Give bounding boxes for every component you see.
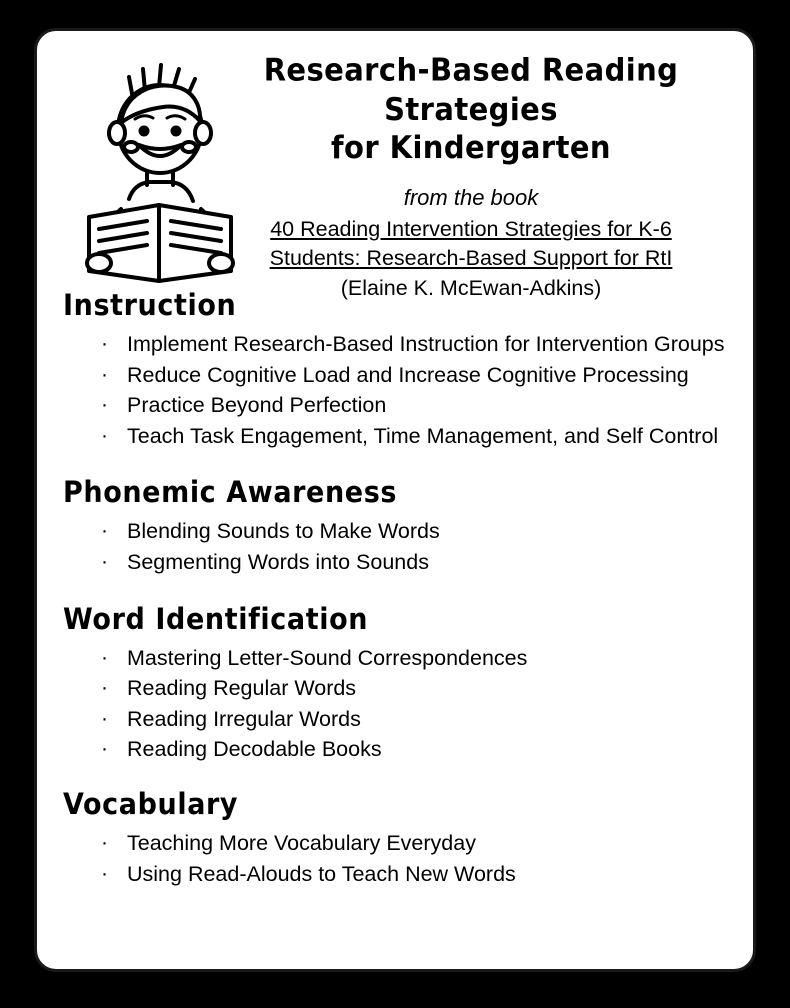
list-item-label: Reduce Cognitive Load and Increase Cognitive Processing bbox=[127, 362, 689, 387]
book-title bbox=[197, 215, 745, 273]
section-vocabulary bbox=[63, 788, 727, 888]
section-heading: Vocabulary bbox=[63, 787, 239, 822]
book-title-line-1: 40 Reading Intervention Strategies for K-6 bbox=[270, 216, 672, 241]
bullet-icon: · bbox=[101, 861, 108, 885]
list-item-label: Reading Irregular Words bbox=[127, 706, 361, 731]
list-item-label: Blending Sounds to Make Words bbox=[127, 519, 440, 544]
book-title-line-2: Students: Research-Based Support for RtI bbox=[269, 245, 673, 270]
bullet-icon: · bbox=[101, 706, 108, 730]
list-item-label: Practice Beyond Perfection bbox=[127, 393, 387, 418]
page-title bbox=[197, 51, 745, 167]
list-item bbox=[101, 705, 727, 734]
section-phonemic-awareness bbox=[63, 476, 727, 576]
bullet-icon: · bbox=[101, 549, 108, 573]
list-item bbox=[101, 829, 727, 858]
document-header bbox=[37, 31, 753, 300]
section-bullet-list bbox=[63, 330, 727, 450]
list-item bbox=[101, 644, 727, 673]
list-item-label: Implement Research-Based Instruction for Intervention Groups bbox=[127, 332, 725, 356]
document-page bbox=[34, 28, 756, 972]
bullet-icon: · bbox=[101, 830, 108, 854]
page-title-line-2: for Kindergarten bbox=[331, 129, 611, 166]
page-title-line-1: Research-Based Reading Strategies bbox=[263, 52, 679, 127]
list-item bbox=[101, 548, 727, 577]
list-item-label: Using Read-Alouds to Teach New Words bbox=[127, 861, 516, 886]
list-item-label: Segmenting Words into Sounds bbox=[127, 549, 429, 574]
list-item bbox=[101, 361, 727, 390]
section-bullet-list bbox=[63, 517, 727, 576]
list-item bbox=[101, 860, 727, 889]
section-bullet-list bbox=[63, 829, 727, 888]
title-block bbox=[197, 51, 745, 301]
list-item bbox=[101, 422, 727, 451]
list-item bbox=[101, 517, 727, 546]
list-item-label: Reading Decodable Books bbox=[127, 737, 382, 762]
section-heading: Phonemic Awareness bbox=[63, 476, 398, 510]
source-label: from the book bbox=[403, 184, 539, 210]
list-item-label: Teach Task Engagement, Time Management, and Self Control bbox=[127, 423, 719, 448]
list-item bbox=[101, 674, 727, 703]
section-bullet-list bbox=[63, 644, 727, 764]
section-instruction bbox=[63, 289, 727, 450]
section-word-identification bbox=[63, 603, 727, 764]
bullet-icon: · bbox=[101, 332, 108, 355]
list-item bbox=[101, 330, 727, 359]
bullet-icon: · bbox=[101, 737, 108, 761]
list-item bbox=[101, 735, 727, 764]
section-heading: Word Identification bbox=[63, 602, 369, 637]
sections-container bbox=[37, 289, 753, 910]
bullet-icon: · bbox=[101, 676, 108, 700]
bullet-icon: · bbox=[101, 393, 108, 417]
bullet-icon: · bbox=[101, 519, 108, 543]
list-item-label: Teaching More Vocabulary Everyday bbox=[127, 830, 476, 855]
book-author: (Elaine K. McEwan-Adkins) bbox=[340, 275, 602, 300]
list-item bbox=[101, 391, 727, 420]
bullet-icon: · bbox=[101, 362, 108, 386]
list-item-label: Reading Regular Words bbox=[127, 676, 357, 701]
bullet-icon: · bbox=[101, 645, 108, 669]
bullet-icon: · bbox=[101, 423, 108, 447]
section-heading: Instruction bbox=[63, 289, 237, 323]
list-item-label: Mastering Letter-Sound Correspondences bbox=[127, 645, 528, 670]
